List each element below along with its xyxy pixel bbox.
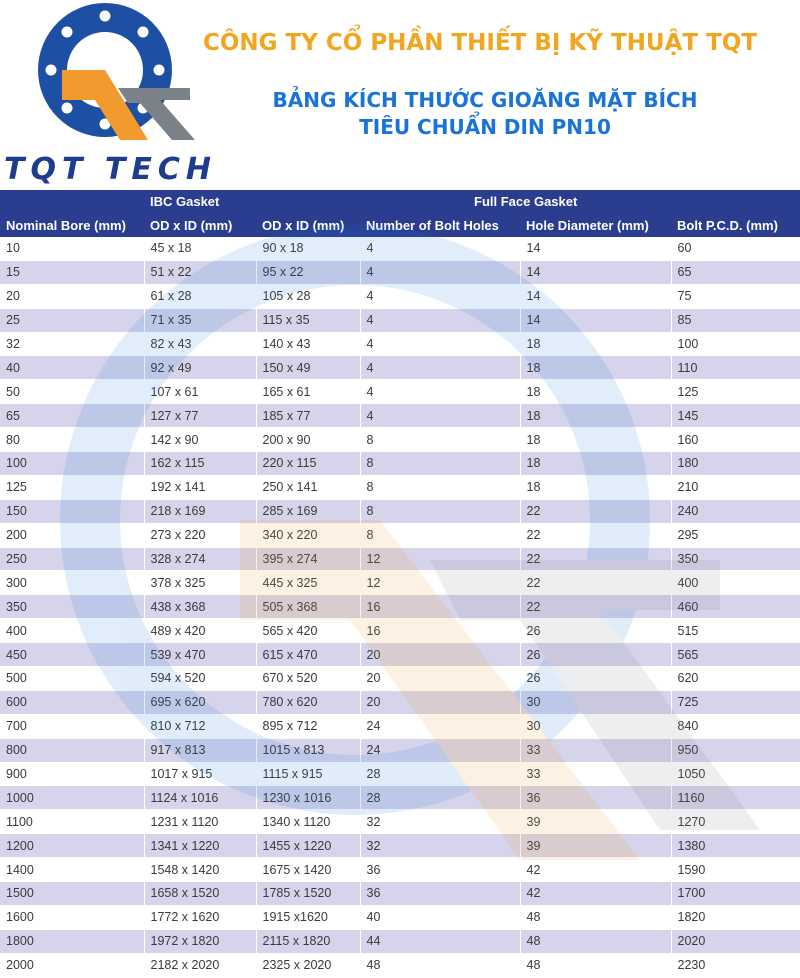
table-cell: 1800 [0, 929, 144, 953]
table-cell: 1915 x1620 [256, 905, 360, 929]
table-cell: 127 x 77 [144, 404, 256, 428]
table-cell: 950 [671, 738, 800, 762]
table-cell: 51 x 22 [144, 260, 256, 284]
table-cell: 400 [0, 619, 144, 643]
table-row [0, 237, 800, 260]
table-cell: 100 [0, 452, 144, 476]
table-row [0, 714, 800, 738]
table-cell: 8 [360, 499, 520, 523]
table-cell: 82 x 43 [144, 332, 256, 356]
table-cell: 75 [671, 284, 800, 308]
table-cell: 210 [671, 475, 800, 499]
table-row [0, 643, 800, 667]
table-cell: 165 x 61 [256, 380, 360, 404]
table-cell: 50 [0, 380, 144, 404]
table-row [0, 619, 800, 643]
table-cell: 71 x 35 [144, 308, 256, 332]
table-row [0, 810, 800, 834]
table-row [0, 523, 800, 547]
table-row [0, 356, 800, 380]
table-cell: 20 [360, 690, 520, 714]
table-cell: 20 [0, 284, 144, 308]
table-cell: 1000 [0, 786, 144, 810]
table-cell: 32 [360, 810, 520, 834]
table-row [0, 905, 800, 929]
table-cell: 594 x 520 [144, 667, 256, 691]
table-cell: 48 [520, 929, 671, 953]
table-cell: 100 [671, 332, 800, 356]
table-cell: 25 [0, 308, 144, 332]
table-cell: 2230 [671, 953, 800, 977]
table-row [0, 738, 800, 762]
table-cell: 105 x 28 [256, 284, 360, 308]
table-cell: 539 x 470 [144, 643, 256, 667]
table-cell: 4 [360, 308, 520, 332]
table-cell: 285 x 169 [256, 499, 360, 523]
table-cell: 15 [0, 260, 144, 284]
table-cell: 48 [360, 953, 520, 977]
table-cell: 250 [0, 547, 144, 571]
table-cell: 1015 x 813 [256, 738, 360, 762]
table-cell: 1590 [671, 858, 800, 882]
table-cell: 36 [360, 882, 520, 906]
table-cell: 1230 x 1016 [256, 786, 360, 810]
table-cell: 20 [360, 667, 520, 691]
table-cell: 1500 [0, 882, 144, 906]
table-cell: 1380 [671, 834, 800, 858]
table-cell: 273 x 220 [144, 523, 256, 547]
table-cell: 33 [520, 738, 671, 762]
table-cell: 340 x 220 [256, 523, 360, 547]
table-cell: 16 [360, 619, 520, 643]
table-cell: 1341 x 1220 [144, 834, 256, 858]
table-cell: 1340 x 1120 [256, 810, 360, 834]
table-row [0, 404, 800, 428]
table-cell: 80 [0, 428, 144, 452]
table-row [0, 260, 800, 284]
table-row [0, 762, 800, 786]
table-cell: 4 [360, 332, 520, 356]
table-cell: 328 x 274 [144, 547, 256, 571]
table-cell: 44 [360, 929, 520, 953]
table-cell: 1100 [0, 810, 144, 834]
table-row [0, 667, 800, 691]
table-cell: 40 [360, 905, 520, 929]
table-cell: 8 [360, 475, 520, 499]
column-header: Hole Diameter (mm) [520, 214, 671, 238]
table-cell: 1675 x 1420 [256, 858, 360, 882]
table-cell: 192 x 141 [144, 475, 256, 499]
table-row [0, 499, 800, 523]
table-cell: 620 [671, 667, 800, 691]
table-cell: 18 [520, 356, 671, 380]
table-cell: 1700 [671, 882, 800, 906]
table-cell: 1600 [0, 905, 144, 929]
table-cell: 14 [520, 237, 671, 260]
table-cell: 615 x 470 [256, 643, 360, 667]
table-cell: 378 x 325 [144, 571, 256, 595]
table-cell: 8 [360, 452, 520, 476]
table-cell: 4 [360, 237, 520, 260]
table-cell: 4 [360, 260, 520, 284]
table-cell: 145 [671, 404, 800, 428]
table-cell: 22 [520, 547, 671, 571]
table-cell: 20 [360, 643, 520, 667]
table-cell: 14 [520, 284, 671, 308]
table-cell: 107 x 61 [144, 380, 256, 404]
table-cell: 26 [520, 643, 671, 667]
table-cell: 162 x 115 [144, 452, 256, 476]
table-cell: 1270 [671, 810, 800, 834]
table-cell: 150 x 49 [256, 356, 360, 380]
table-cell: 400 [671, 571, 800, 595]
table-cell: 24 [360, 714, 520, 738]
table-cell: 160 [671, 428, 800, 452]
table-cell: 2325 x 2020 [256, 953, 360, 977]
table-cell: 45 x 18 [144, 237, 256, 260]
table-cell: 460 [671, 595, 800, 619]
table-cell: 295 [671, 523, 800, 547]
table-row [0, 690, 800, 714]
table-cell: 505 x 368 [256, 595, 360, 619]
table-cell: 1160 [671, 786, 800, 810]
table-cell: 14 [520, 308, 671, 332]
table-cell: 1820 [671, 905, 800, 929]
table-row [0, 953, 800, 977]
column-header: Number of Bolt Holes [360, 214, 520, 238]
table-row [0, 547, 800, 571]
table-cell: 300 [0, 571, 144, 595]
table-cell: 489 x 420 [144, 619, 256, 643]
table-cell: 14 [520, 260, 671, 284]
table-cell: 515 [671, 619, 800, 643]
table-cell: 220 x 115 [256, 452, 360, 476]
table-row [0, 475, 800, 499]
table-cell: 350 [0, 595, 144, 619]
table-cell: 125 [0, 475, 144, 499]
table-cell: 18 [520, 380, 671, 404]
table-cell: 18 [520, 475, 671, 499]
table-cell: 12 [360, 571, 520, 595]
table-cell: 450 [0, 643, 144, 667]
table-cell: 2000 [0, 953, 144, 977]
document-title: BẢNG KÍCH THƯỚC GIOĂNG MẶT BÍCH [272, 88, 698, 112]
table-cell: 90 x 18 [256, 237, 360, 260]
column-header: OD x ID (mm) [256, 214, 360, 238]
table-row [0, 332, 800, 356]
table-cell: 1050 [671, 762, 800, 786]
table-row [0, 308, 800, 332]
table-cell: 2182 x 2020 [144, 953, 256, 977]
table-cell: 1785 x 1520 [256, 882, 360, 906]
table-cell: 1124 x 1016 [144, 786, 256, 810]
table-cell: 22 [520, 523, 671, 547]
table-cell: 1400 [0, 858, 144, 882]
table-cell: 185 x 77 [256, 404, 360, 428]
table-cell: 150 [0, 499, 144, 523]
table-cell: 565 [671, 643, 800, 667]
table-cell: 1772 x 1620 [144, 905, 256, 929]
table-cell: 395 x 274 [256, 547, 360, 571]
table-cell: 218 x 169 [144, 499, 256, 523]
table-cell: 1972 x 1820 [144, 929, 256, 953]
table-cell: 670 x 520 [256, 667, 360, 691]
table-cell: 65 [671, 260, 800, 284]
company-name: CÔNG TY CỔ PHẦN THIẾT BỊ KỸ THUẬT TQT [202, 30, 758, 56]
table-cell: 32 [360, 834, 520, 858]
table-cell: 42 [520, 882, 671, 906]
table-cell: 22 [520, 571, 671, 595]
table-row [0, 929, 800, 953]
table-cell: 40 [0, 356, 144, 380]
table-cell: 42 [520, 858, 671, 882]
table-cell: 39 [520, 810, 671, 834]
table-cell: 800 [0, 738, 144, 762]
table-cell: 250 x 141 [256, 475, 360, 499]
table-cell: 18 [520, 452, 671, 476]
table-cell: 4 [360, 284, 520, 308]
table-row [0, 428, 800, 452]
table-cell: 200 x 90 [256, 428, 360, 452]
table-cell: 110 [671, 356, 800, 380]
table-cell: 16 [360, 595, 520, 619]
table-cell: 12 [360, 547, 520, 571]
table-cell: 39 [520, 834, 671, 858]
table-cell: 1200 [0, 834, 144, 858]
table-cell: 36 [520, 786, 671, 810]
table-cell: 840 [671, 714, 800, 738]
table-cell: 900 [0, 762, 144, 786]
group-header-ibc: IBC Gasket [144, 190, 256, 214]
table-cell: 780 x 620 [256, 690, 360, 714]
table-cell: 500 [0, 667, 144, 691]
table-cell: 1017 x 915 [144, 762, 256, 786]
table-cell: 565 x 420 [256, 619, 360, 643]
table-cell: 8 [360, 428, 520, 452]
table-cell: 36 [360, 858, 520, 882]
table-cell: 33 [520, 762, 671, 786]
column-header: OD x ID (mm) [144, 214, 256, 238]
document-subtitle: TIÊU CHUẨN DIN PN10 [359, 115, 611, 139]
table-body [0, 237, 800, 977]
table-cell: 95 x 22 [256, 260, 360, 284]
table-row [0, 595, 800, 619]
table-cell: 22 [520, 499, 671, 523]
table-cell: 92 x 49 [144, 356, 256, 380]
group-header-spacer [256, 190, 360, 214]
group-header-full-face: Full Face Gasket [360, 190, 671, 214]
table-cell: 142 x 90 [144, 428, 256, 452]
table-cell: 140 x 43 [256, 332, 360, 356]
table-cell: 917 x 813 [144, 738, 256, 762]
table-row [0, 571, 800, 595]
table-cell: 1658 x 1520 [144, 882, 256, 906]
group-header-spacer [671, 190, 800, 214]
table-cell: 18 [520, 428, 671, 452]
table-cell: 28 [360, 762, 520, 786]
table-cell: 600 [0, 690, 144, 714]
brand-wordmark: TQT TECH [4, 152, 217, 187]
column-header-row [0, 214, 800, 238]
table-cell: 115 x 35 [256, 308, 360, 332]
table-cell: 2020 [671, 929, 800, 953]
table-cell: 810 x 712 [144, 714, 256, 738]
table-cell: 48 [520, 953, 671, 977]
column-header: Bolt P.C.D. (mm) [671, 214, 800, 238]
table-cell: 30 [520, 690, 671, 714]
table-cell: 895 x 712 [256, 714, 360, 738]
gasket-size-table [0, 190, 800, 978]
table-row [0, 858, 800, 882]
table-cell: 180 [671, 452, 800, 476]
table-cell: 22 [520, 595, 671, 619]
table-cell: 1548 x 1420 [144, 858, 256, 882]
table-cell: 125 [671, 380, 800, 404]
table-cell: 32 [0, 332, 144, 356]
column-header: Nominal Bore (mm) [0, 214, 144, 238]
table-cell: 725 [671, 690, 800, 714]
table-row [0, 284, 800, 308]
table-cell: 1455 x 1220 [256, 834, 360, 858]
table-cell: 65 [0, 404, 144, 428]
table-cell: 445 x 325 [256, 571, 360, 595]
table-cell: 1115 x 915 [256, 762, 360, 786]
table-cell: 30 [520, 714, 671, 738]
table-cell: 8 [360, 523, 520, 547]
table-cell: 60 [671, 237, 800, 260]
table-row [0, 834, 800, 858]
table-cell: 4 [360, 404, 520, 428]
table-cell: 26 [520, 667, 671, 691]
table-cell: 18 [520, 332, 671, 356]
table-cell: 200 [0, 523, 144, 547]
table-cell: 695 x 620 [144, 690, 256, 714]
table-row [0, 452, 800, 476]
table-cell: 48 [520, 905, 671, 929]
group-header-row [0, 190, 800, 214]
table-cell: 24 [360, 738, 520, 762]
group-header-spacer [0, 190, 144, 214]
table-cell: 700 [0, 714, 144, 738]
table-cell: 350 [671, 547, 800, 571]
table-cell: 61 x 28 [144, 284, 256, 308]
table-cell: 4 [360, 380, 520, 404]
table-cell: 28 [360, 786, 520, 810]
table-cell: 240 [671, 499, 800, 523]
table-cell: 18 [520, 404, 671, 428]
table-cell: 438 x 368 [144, 595, 256, 619]
table-row [0, 380, 800, 404]
table-row [0, 882, 800, 906]
table-cell: 85 [671, 308, 800, 332]
table-cell: 26 [520, 619, 671, 643]
table-cell: 10 [0, 237, 144, 260]
table-cell: 4 [360, 356, 520, 380]
table-cell: 1231 x 1120 [144, 810, 256, 834]
table-row [0, 786, 800, 810]
table-cell: 2115 x 1820 [256, 929, 360, 953]
